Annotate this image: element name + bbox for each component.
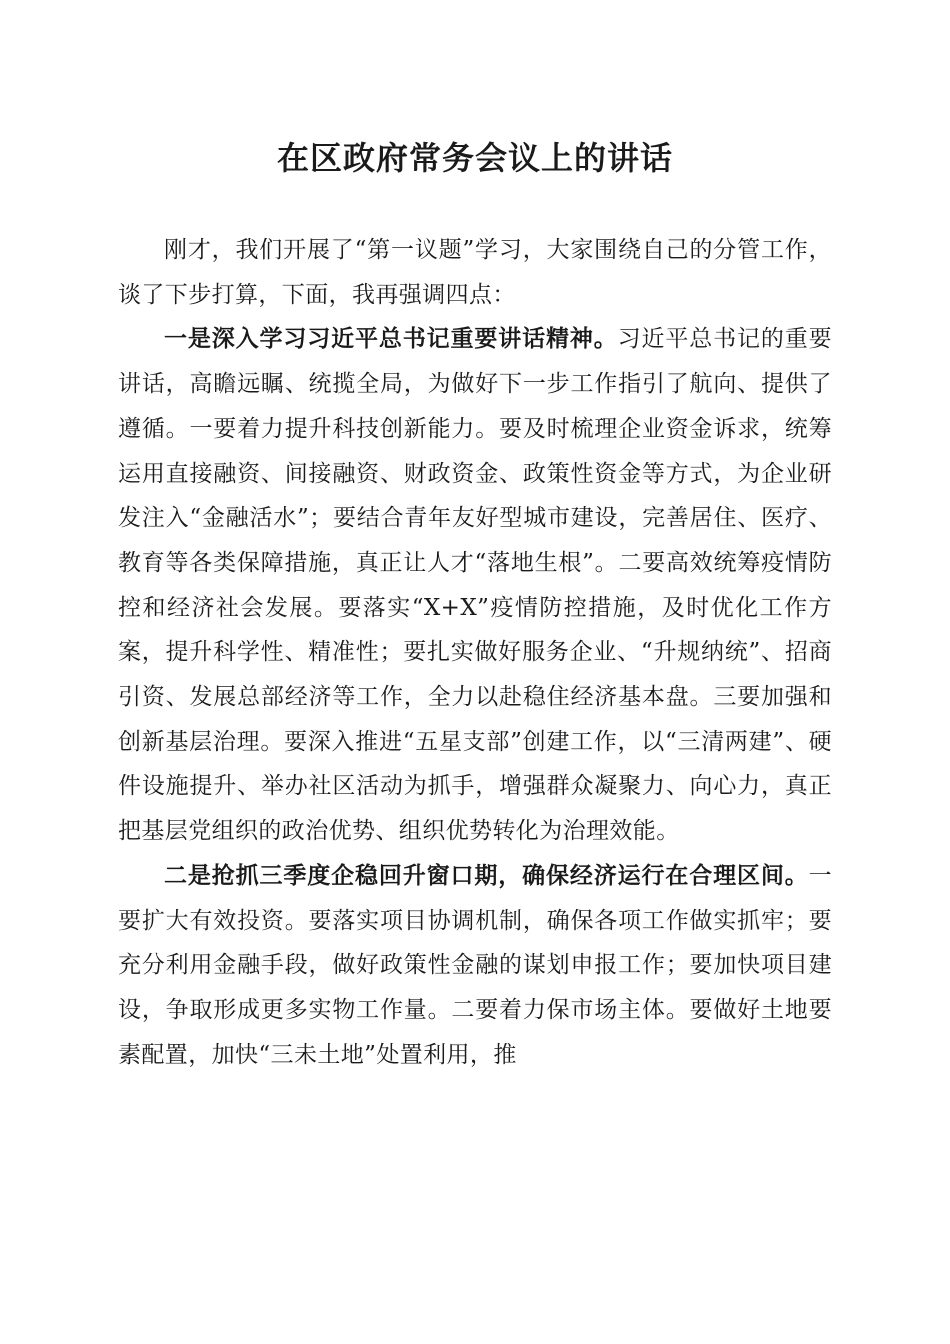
document-title: 在区政府常务会议上的讲话 <box>276 139 673 177</box>
paragraph-intro-text: 刚才，我们开展了“第一议题”学习，大家围绕自己的分管工作，谈了下步打算，下面，我再强调四点： <box>118 237 832 308</box>
paragraph-point-one-heading: 一是深入学习习近平总书记重要讲话精神。 <box>164 325 618 353</box>
paragraph-intro <box>118 228 832 317</box>
paragraph-point-two-text: 一要扩大有效投资。要落实项目协调机制，确保各项工作做实抓牢；要充分利用金融手段，做好政策性金融的谋划申报工作；要加快项目建设，争取形成更多实物工作量。二要着力保市场主体。要做好土地要素配置，加快“三未土地”处置利用，推 <box>118 862 832 1068</box>
paragraph-point-one-text: 习近平总书记的重要讲话，高瞻远瞩、统揽全局，为做好下一步工作指引了航向、提供了遵循。一要着力提升科技创新能力。要及时梳理企业资金诉求，统筹运用直接融资、间接融资、财政资金、政策性资金等方式，为企业研发注入“金融活水”；要结合青年友好型城市建设，完善居住、医疗、教育等各类保障措施，真正让人才“落地生根”。二要高效统筹疫情防控和经济社会发展。要落实“X+X”疫情防控措施，及时优化工作方案，提升科学性、精准性；要扎实做好服务企业、“升规纳统”、招商引资、发展总部经济等工作，全力以赴稳住经济基本盘。三要加强和创新基层治理。要深入推进“五星支部”创建工作，以“三清两建”、硬件设施提升、举办社区活动为抓手，增强群众凝聚力、向心力，真正把基层党组织的政治优势、组织优势转化为治理效能。 <box>118 326 832 845</box>
paragraph-point-two-heading: 二是抢抓三季度企稳回升窗口期，确保经济运行在合理区间。 <box>164 861 809 889</box>
paragraph-point-one <box>118 317 832 853</box>
paragraph-point-two <box>118 854 832 1078</box>
document-body <box>118 228 832 1077</box>
